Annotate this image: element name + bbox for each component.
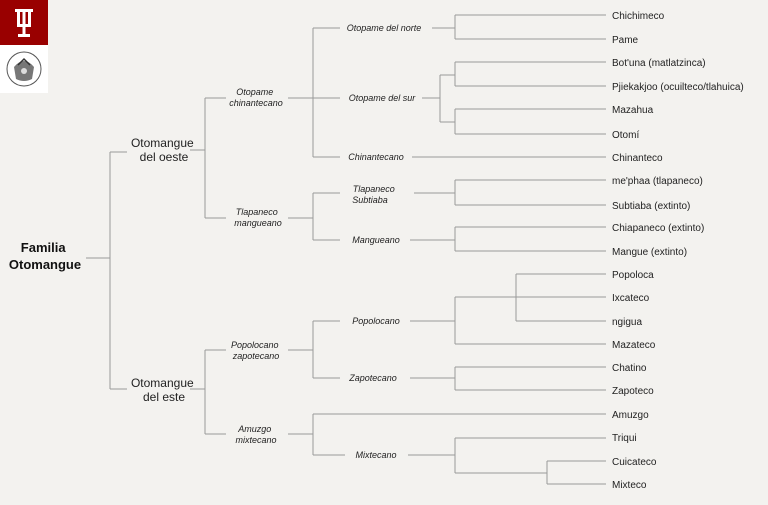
leaf-pjiekakjoo: Pjiekakjoo (ocuilteco/tlahuica) [612,82,744,93]
group-mixtecano: Mixtecano [355,450,397,460]
leaf-subtiaba: Subtiaba (extinto) [612,201,691,212]
leaf-chiapaneco: Chiapaneco (extinto) [612,223,705,234]
subgroup-amuzgo-mixtecano [235,424,276,445]
root-label [9,240,81,272]
branch-oeste-line-1: Otomangue [130,136,194,150]
leaf-ixcateco: Ixcateco [612,293,650,304]
leaf-amuzgo: Amuzgo [612,410,649,421]
subgroup-otopame-chinantecano-line-1: Otopame [236,87,274,97]
leaf-ngigua: ngigua [612,317,643,328]
subgroup-amuzgo-mixtecano-line-1: Amuzgo [238,424,272,434]
subgroup-otopame-chinantecano-line-2: chinantecano [229,98,283,108]
leaf-zapoteco: Zapoteco [612,386,654,397]
leaf-mazahua: Mazahua [612,105,654,116]
group-tlapaneco-subtiaba-line-2: Subtiaba [352,195,388,205]
branch-oeste-line-2: del oeste [139,150,189,164]
group-popolocano: Popolocano [352,316,400,326]
leaf-cuicateco: Cuicateco [612,457,657,468]
leaf-popoloca: Popoloca [612,270,654,281]
leaf-chatino: Chatino [612,363,647,374]
branch-otomangue-oeste [131,136,197,164]
subgroup-tlapaneco-mangueano-line-1: Tlapaneco [235,207,278,217]
subgroup-popolocano-zapotecano-line-1: Popolocano [230,340,279,350]
group-zapotecano: Zapotecano [349,373,397,383]
group-tlapaneco-subtiaba-line-1: Tlapaneco [352,184,395,194]
branch-este-line-2: del este [142,390,186,404]
branch-otomangue-este [131,376,197,404]
leaf-chichimeco: Chichimeco [612,11,665,22]
group-tlapaneco-subtiaba [352,184,397,205]
leaf-pame: Pame [612,35,639,46]
leaf-chinanteco: Chinanteco [612,153,663,164]
subgroup-tlapaneco-mangueano [234,207,282,228]
leaf-otomi: Otomí [612,130,640,141]
leaf-mixteco: Mixteco [612,480,647,491]
subgroup-amuzgo-mixtecano-line-2: mixtecano [235,435,277,445]
leaf-mephaa: me'phaa (tlapaneco) [612,176,703,187]
branch-este-line-1: Otomangue [130,376,194,390]
leaf-botuna: Bot'una (matlatzinca) [612,58,706,69]
subgroup-popolocano-zapotecano-line-2: zapotecano [232,351,280,361]
subgroup-otopame-chinantecano [229,87,283,108]
tree-edges [86,15,606,484]
subgroup-tlapaneco-mangueano-line-2: mangueano [234,218,282,228]
group-otopame-sur: Otopame del sur [348,93,416,103]
group-mangueano: Mangueano [352,235,400,245]
root-label-line-1: Familia [20,240,66,255]
root-label-line-2: Otomangue [8,257,82,272]
group-otopame-norte: Otopame del norte [346,23,422,33]
leaf-mangue: Mangue (extinto) [612,247,688,258]
leaf-mazateco: Mazateco [612,340,656,351]
subgroup-popolocano-zapotecano [231,340,281,361]
leaf-triqui: Triqui [612,433,637,444]
group-chinantecano: Chinantecano [348,152,404,162]
